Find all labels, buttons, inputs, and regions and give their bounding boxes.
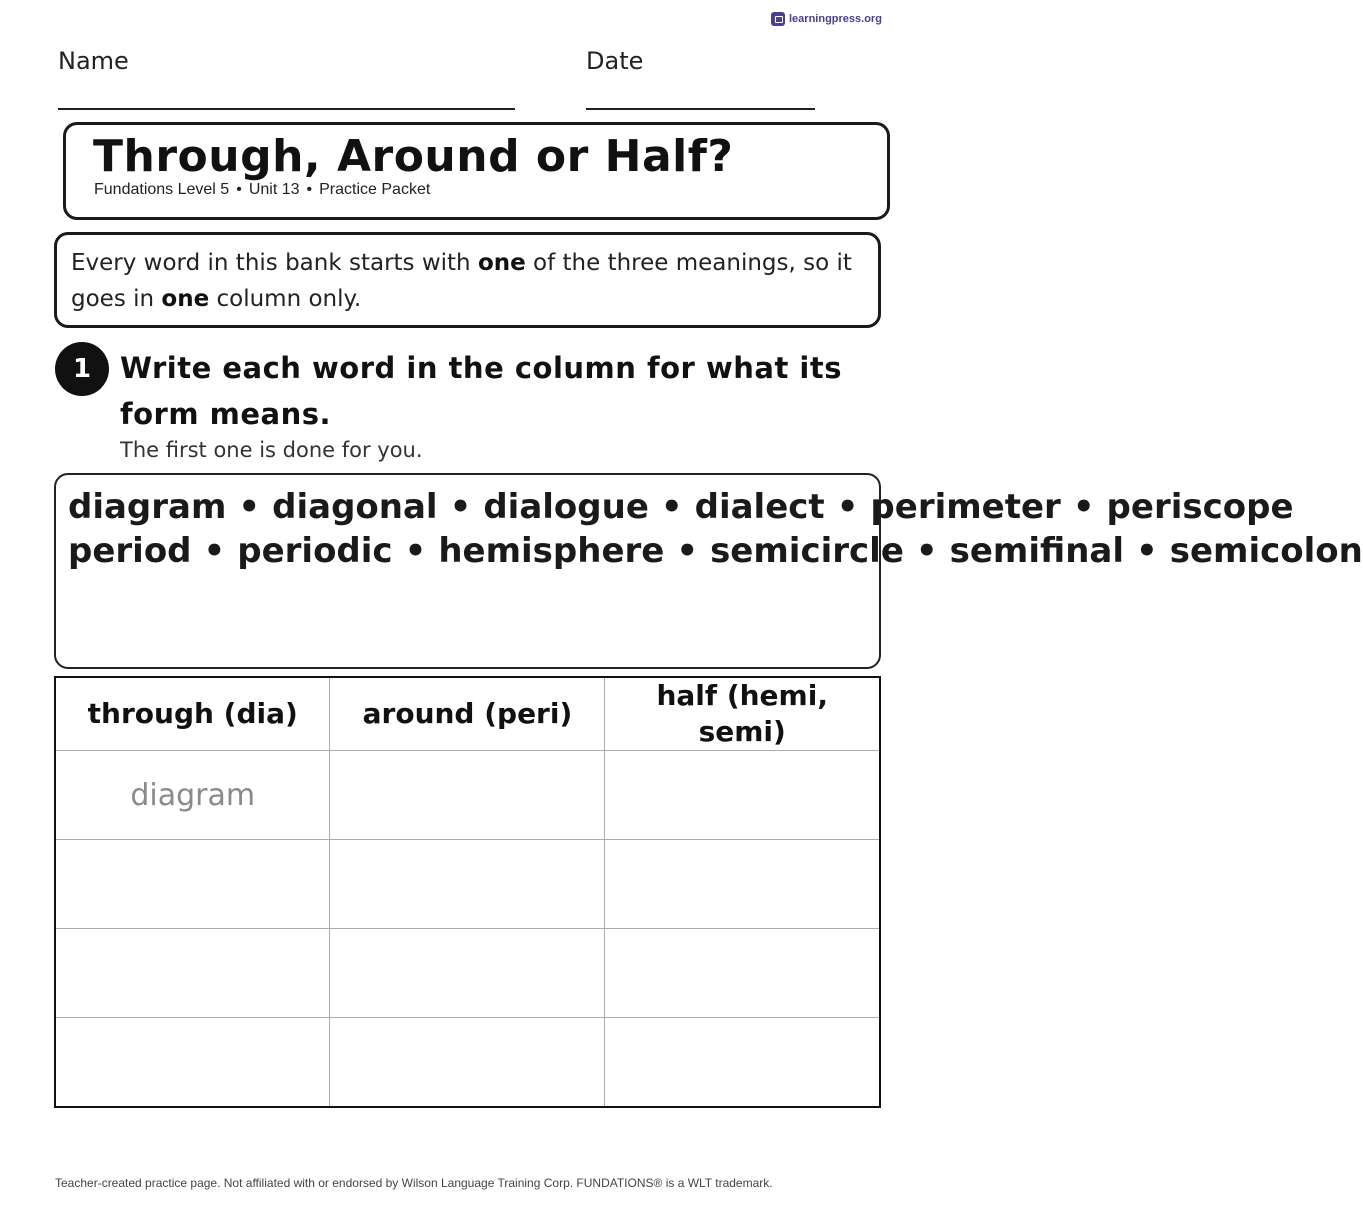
table-row (55, 1018, 880, 1107)
sorting-table (54, 676, 881, 1108)
note-text: of the three meanings, so it goes in (71, 250, 852, 312)
word-bank-word: diagonal (272, 487, 438, 527)
logo-text: learningpress.org (789, 13, 882, 25)
word-bank-word: perimeter (870, 487, 1061, 527)
word-bank-word: period (68, 531, 192, 571)
word-bank-word: semicircle (710, 531, 904, 571)
page-title: Through, Around or Half? (93, 131, 734, 182)
logo-icon (771, 12, 785, 26)
answer-cell[interactable] (605, 840, 880, 929)
table-header-row (55, 677, 880, 751)
word-bank-line (68, 485, 1294, 529)
word-bank-separator: • (676, 531, 699, 571)
page-subtitle (94, 181, 430, 199)
answer-cell[interactable] (330, 840, 605, 929)
subtitle-packet: Practice Packet (319, 181, 431, 198)
word-bank-separator: • (915, 531, 938, 571)
answer-cell[interactable]: diagram (55, 751, 330, 840)
footer-disclaimer: Teacher-created practice page. Not affiliated with or endorsed by Wilson Language Training Corp. FUNDATIONS® is a WLT trademark. (55, 1176, 773, 1190)
answer-cell[interactable] (330, 929, 605, 1018)
word-bank-word: dialect (694, 487, 825, 527)
subtitle-separator: • (306, 181, 313, 198)
answer-cell[interactable] (330, 1018, 605, 1107)
table-row (55, 929, 880, 1018)
note-emphasis: one (161, 286, 210, 312)
word-bank-line (68, 529, 1363, 573)
note-emphasis: one (477, 250, 526, 276)
column-header-half: half (hemi, semi) (605, 677, 880, 751)
word-bank-separator: • (836, 487, 859, 527)
title-box (63, 122, 890, 220)
word-bank-word: semifinal (949, 531, 1125, 571)
column-header-through: through (dia) (55, 677, 330, 751)
name-line (58, 108, 515, 110)
answer-cell[interactable] (55, 929, 330, 1018)
answer-cell[interactable] (330, 751, 605, 840)
word-bank-word: periscope (1106, 487, 1294, 527)
note-box (54, 232, 881, 328)
word-bank-word: diagram (68, 487, 227, 527)
answer-cell[interactable] (605, 929, 880, 1018)
brand-logo (771, 12, 882, 26)
word-bank-separator: • (203, 531, 226, 571)
word-bank-word: periodic (237, 531, 393, 571)
word-bank-separator: • (449, 487, 472, 527)
note-text: column only. (209, 286, 362, 312)
note-text: Every word in this bank starts with (71, 250, 478, 276)
table-row (55, 751, 880, 840)
subtitle-separator: • (236, 181, 242, 198)
word-bank-separator: • (404, 531, 427, 571)
date-label: Date (586, 47, 644, 75)
word-bank-word: semicolon (1169, 531, 1363, 571)
name-label: Name (58, 47, 129, 75)
answer-cell[interactable] (55, 840, 330, 929)
task-hint: The first one is done for you. (120, 438, 423, 462)
table-row (55, 840, 880, 929)
subtitle-program: Fundations Level 5 (94, 181, 230, 198)
column-header-around: around (peri) (330, 677, 605, 751)
answer-cell[interactable] (605, 751, 880, 840)
word-bank-word: dialogue (483, 487, 649, 527)
answer-cell[interactable] (605, 1018, 880, 1107)
word-bank-separator: • (1072, 487, 1095, 527)
subtitle-unit: Unit 13 (248, 181, 300, 198)
answer-cell[interactable] (55, 1018, 330, 1107)
step-number-badge: 1 (55, 342, 109, 396)
word-bank-separator: • (1136, 531, 1158, 571)
word-bank-separator: • (238, 487, 261, 527)
word-bank (54, 473, 1363, 669)
word-bank-word: hemisphere (438, 531, 665, 571)
task-instruction: Write each word in the column for what its form means. (120, 351, 842, 431)
date-line (586, 108, 815, 110)
word-bank-separator: • (660, 487, 683, 527)
